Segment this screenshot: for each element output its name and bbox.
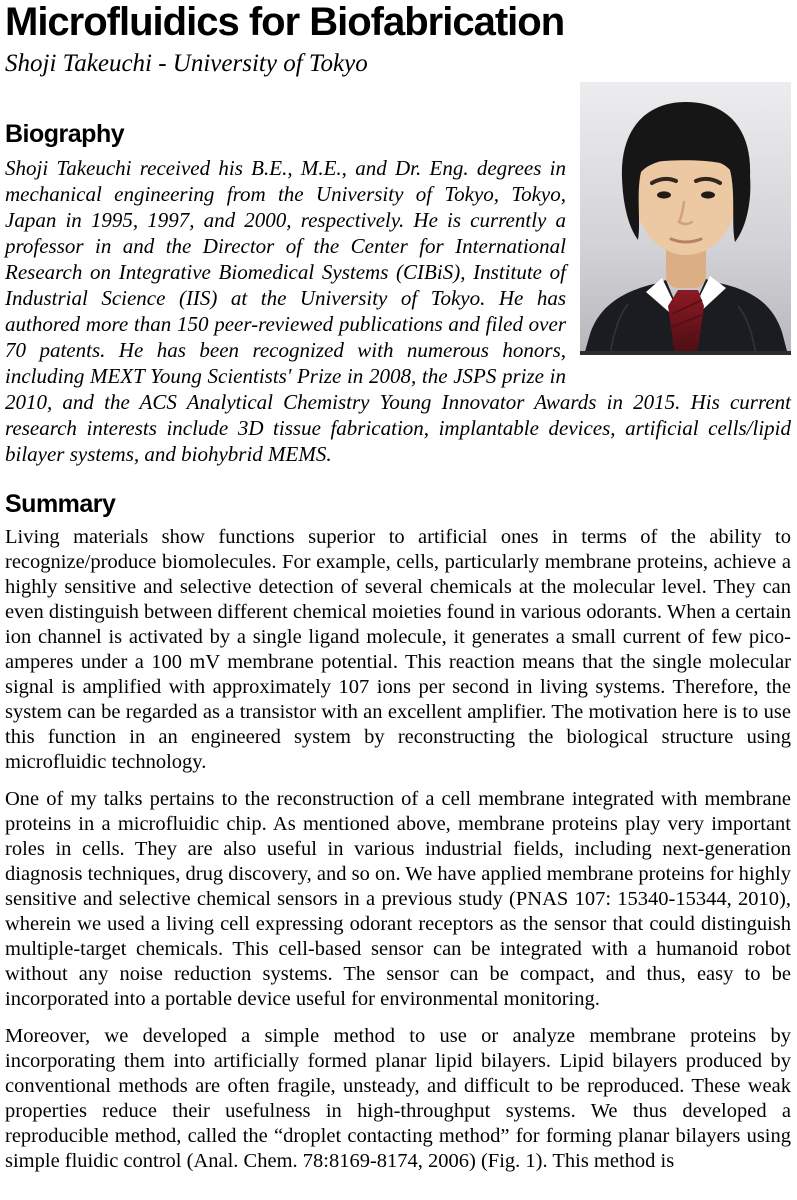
biography-heading: Biography: [5, 119, 125, 148]
summary-paragraph-3: Moreover, we developed a simple method to use or analyze membrane proteins by incorporating them into artificially formed planar lipid bilayers. Lipid bilayers produced by conventional methods are often fragile, unsteady, and difficult to be reproduced. These weak properties reduce their usefulness in high-throughput systems. We thus developed a reproducible method, called the “droplet contacting method” for forming planar bilayers using simple fluidic control (Anal. Chem. 78:8169-8174, 2006) (Fig. 1). This method is: [5, 1024, 791, 1172]
summary-heading: Summary: [5, 489, 116, 518]
biography-text: Shoji Takeuchi received his B.E., M.E., and Dr. Eng. degrees in mechanical engineering from the University of Tokyo, Tokyo, Japan in 1995, 1997, and 2000, respectively. He is currently a professor in and the Director of the Center for International Research on Integrative Biomedical Systems (CIBiS), Institute of Industrial Science (IIS) at the University of Tokyo. He has authored more than 150 peer-reviewed publications and filed over 70 patents. He has been recognized with numerous honors, including MEXT Young Scientists' Prize in 2008, the JSPS prize in 2010, and the ACS Analytical Chemistry Young Innovator Awards in 2015. His current research interests include 3D tissue fabrication, implantable devices, artificial cells/lipid bilayer systems, and biohybrid MEMS.: [5, 155, 791, 466]
portrait-photo: [580, 82, 791, 355]
author-line: Shoji Takeuchi - University of Tokyo: [5, 50, 368, 77]
page-title: Microfluidics for Biofabrication: [5, 0, 565, 44]
summary-paragraph-1: Living materials show functions superior to artificial ones in terms of the ability to recognize/produce biomolecules. For example, cells, particularly membrane proteins, achieve a highly sensitive and selective detection of several chemicals at the molecular level. They can even distinguish between different chemical moieties found in various odorants. When a certain ion channel is activated by a single ligand molecule, it generates a small current of few pico-amperes under a 100 mV membrane potential. This reaction means that the single molecular signal is amplified with approximately 107 ions per second in living systems. Therefore, the system can be regarded as a transistor with an excellent amplifier. The motivation here is to use this function in an engineered system by reconstructing the biological structure using microfluidic technology.: [5, 525, 791, 773]
summary-paragraph-2: One of my talks pertains to the reconstruction of a cell membrane integrated with membrane proteins in a microfluidic chip. As mentioned above, membrane proteins play very important roles in cells. They are also useful in various industrial fields, including next-generation diagnosis techniques, drug discovery, and so on. We have applied membrane proteins for highly sensitive and selective chemical sensors in a previous study (PNAS 107: 15340-15344, 2010), wherein we used a living cell expressing odorant receptors as the sensor that could distinguish multiple-target chemicals. This cell-based sensor can be integrated with a humanoid robot without any noise reduction systems. The sensor can be compact, and thus, easy to be incorporated into a portable device useful for environmental monitoring.: [5, 787, 791, 1010]
portrait-illustration: [580, 82, 791, 355]
